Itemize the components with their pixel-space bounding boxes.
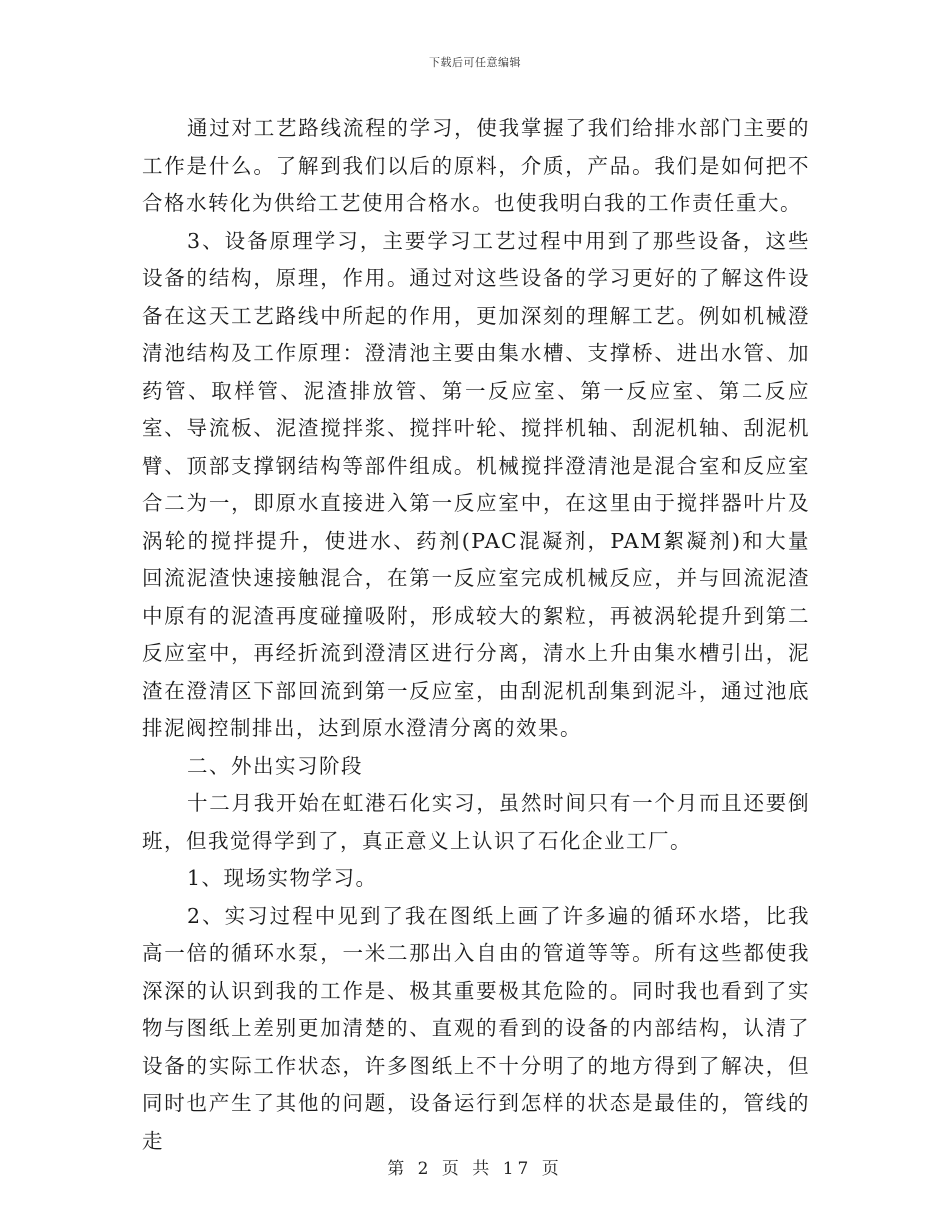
- paragraph: 3、设备原理学习，主要学习工艺过程中用到了那些设备，这些设备的结构，原理，作用。通过对这些设备的学习更好的了解这件设备在这天工艺路线中所起的作用，更加深刻的理解工艺。例如机械澄清池结构及工作原理：澄清池主要由集水槽、支撑桥、进出水管、加药管、取样管、泥渣排放管、第一反应室、第一反应室、第二反应室、导流板、泥渣搅拌浆、搅拌叶轮、搅拌机轴、刮泥机轴、刮泥机臂、顶部支撑钢结构等部件组成。机械搅拌澄清池是混合室和反应室合二为一，即原水直接进入第一反应室中，在这里由于搅拌器叶片及涡轮的搅拌提升，使进水、药剂(PAC混凝剂，PAM絮凝剂)和大量回流泥渣快速接触混合，在第一反应室完成机械反应，并与回流泥渣中原有的泥渣再度碰撞吸附，形成较大的絮粒，再被涡轮提升到第二反应室中，再经折流到澄清区进行分离，清水上升由集水槽引出，泥渣在澄清区下部回流到第一反应室，由刮泥机刮集到泥斗，通过池底排泥阀控制排出，达到原水澄清分离的效果。: [142, 228, 810, 740]
- document-body: [142, 110, 810, 1160]
- list-item: 1、现场实物学习。: [187, 866, 378, 890]
- paragraph: 十二月我开始在虹港石化实习，虽然时间只有一个月而且还要倒班，但我觉得学到了，真正意义上认识了石化企业工厂。: [142, 791, 810, 853]
- paragraph: 2、实习过程中见到了我在图纸上画了许多遍的循环水塔，比我高一倍的循环水泵，一米二那出入自由的管道等等。所有这些都使我深深的认识到我的工作是、极其重要极其危险的。同时我也看到了实物与图纸上差别更加清楚的、直观的看到的设备的内部结构，认清了设备的实际工作状态，许多图纸上不十分明了的地方得到了解决，但同时也产生了其他的问题，设备运行到怎样的状态是最佳的，管线的走: [142, 903, 810, 1153]
- section-heading: 二、外出实习阶段: [187, 753, 363, 778]
- paragraph: 通过对工艺路线流程的学习，使我掌握了我们给排水部门主要的工作是什么。了解到我们以后的原料，介质，产品。我们是如何把不合格水转化为供给工艺使用合格水。也使我明白我的工作责任重大。: [142, 116, 810, 215]
- page-header: 下载后可任意编辑: [429, 56, 521, 69]
- page-number-footer: 第 2 页 共 17 页: [387, 1159, 563, 1179]
